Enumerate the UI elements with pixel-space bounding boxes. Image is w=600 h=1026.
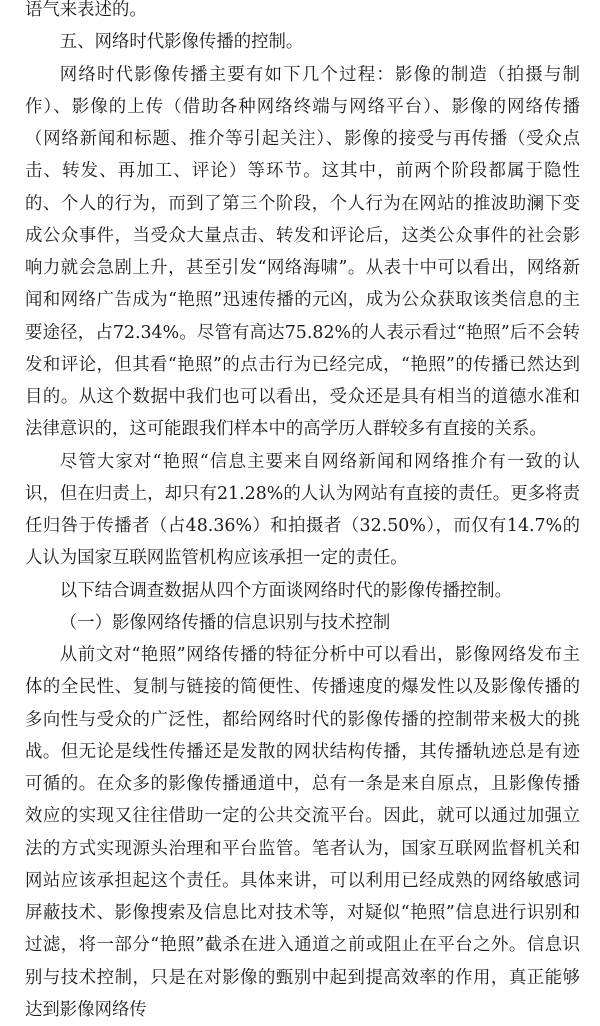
- subsection-heading-one: （一）影像网络传播的信息识别与技术控制: [59, 612, 391, 633]
- paragraph-information-identification: 从前文对“艳照”网络传播的特征分析中可以看出，影像网络发布主体的全民性、复制与链接的简便性、传播速度的爆发性以及影像传播的多向性与受众的广泛性，都给网络时代的影像传播的控制带来极大的挑战。但无论是线性传播还是发散的网状结构传播，其传播轨迹总是有迹可循的。在众多的影像传播通道中，总有一条是来自原点，且影像传播效应的实现又往往借助一定的公共交流平台。因此，就可以通过加强立法的方式实现源头治理和平台监管。笔者认为，国家互联网监督机关和网站应该承担起这个责任。具体来讲，可以利用已经成熟的网络敏感词屏蔽技术、影像搜索及信息比对技术等，对疑似“艳照”信息进行识别和过滤，将一部分“艳照”截杀在进入通道之前或阻止在平台之外。信息识别与技术控制，只是在对影像的甄别中起到提高效率的作用，真正能够达到影像网络传: [25, 645, 580, 1020]
- paragraph-transmission-process: 网络时代影像传播主要有如下几个过程：影像的制造（拍摄与制作）、影像的上传（借助各种网络终端与网络平台）、影像的网络传播（网络新闻和标题、推介等引起关注）、影像的接受与再传播（受众点击、转发、再加工、评论）等环节。这其中，前两个阶段都属于隐性的、个人的行为，而到了第三个阶段，个人行为在网站的推波助澜下变成公众事件，当受众大量点击、转发和评论后，这类公众事件的社会影响力就会急剧上升，甚至引发“网络海啸”。从表十中可以看出，网络新闻和网络广告成为“艳照”迅速传播的元凶，成为公众获取该类信息的主要途径，占72.34%。尽管有高达75.82%的人表示看过“艳照”后不会转发和评论，但其看“艳照”的点击行为已经完成，“艳照”的传播已然达到目的。从这个数据中我们也可以看出，受众还是具有相当的道德水准和法律意识的，这可能跟我们样本中的高学历人群较多有直接的关系。: [25, 64, 580, 440]
- paragraph-responsibility: 尽管大家对“艳照“信息主要来自网络新闻和网络推介有一致的认识，但在归责上，却只有21.28%的人认为网站有直接的责任。更多将责任归咎于传播者（占48.36%）和拍摄者（32.50%），而仅有14.7%的人认为国家互联网监管机构应该承担一定的责任。: [25, 451, 580, 569]
- paragraph-intro-four-aspects: 以下结合调查数据从四个方面谈网络时代的影像传播控制。: [59, 580, 512, 601]
- paragraph-continuation: 语气来表述的。: [25, 0, 147, 20]
- section-heading-five: 五、网络时代影像传播的控制。: [59, 32, 304, 53]
- document-body: [25, 0, 580, 1026]
